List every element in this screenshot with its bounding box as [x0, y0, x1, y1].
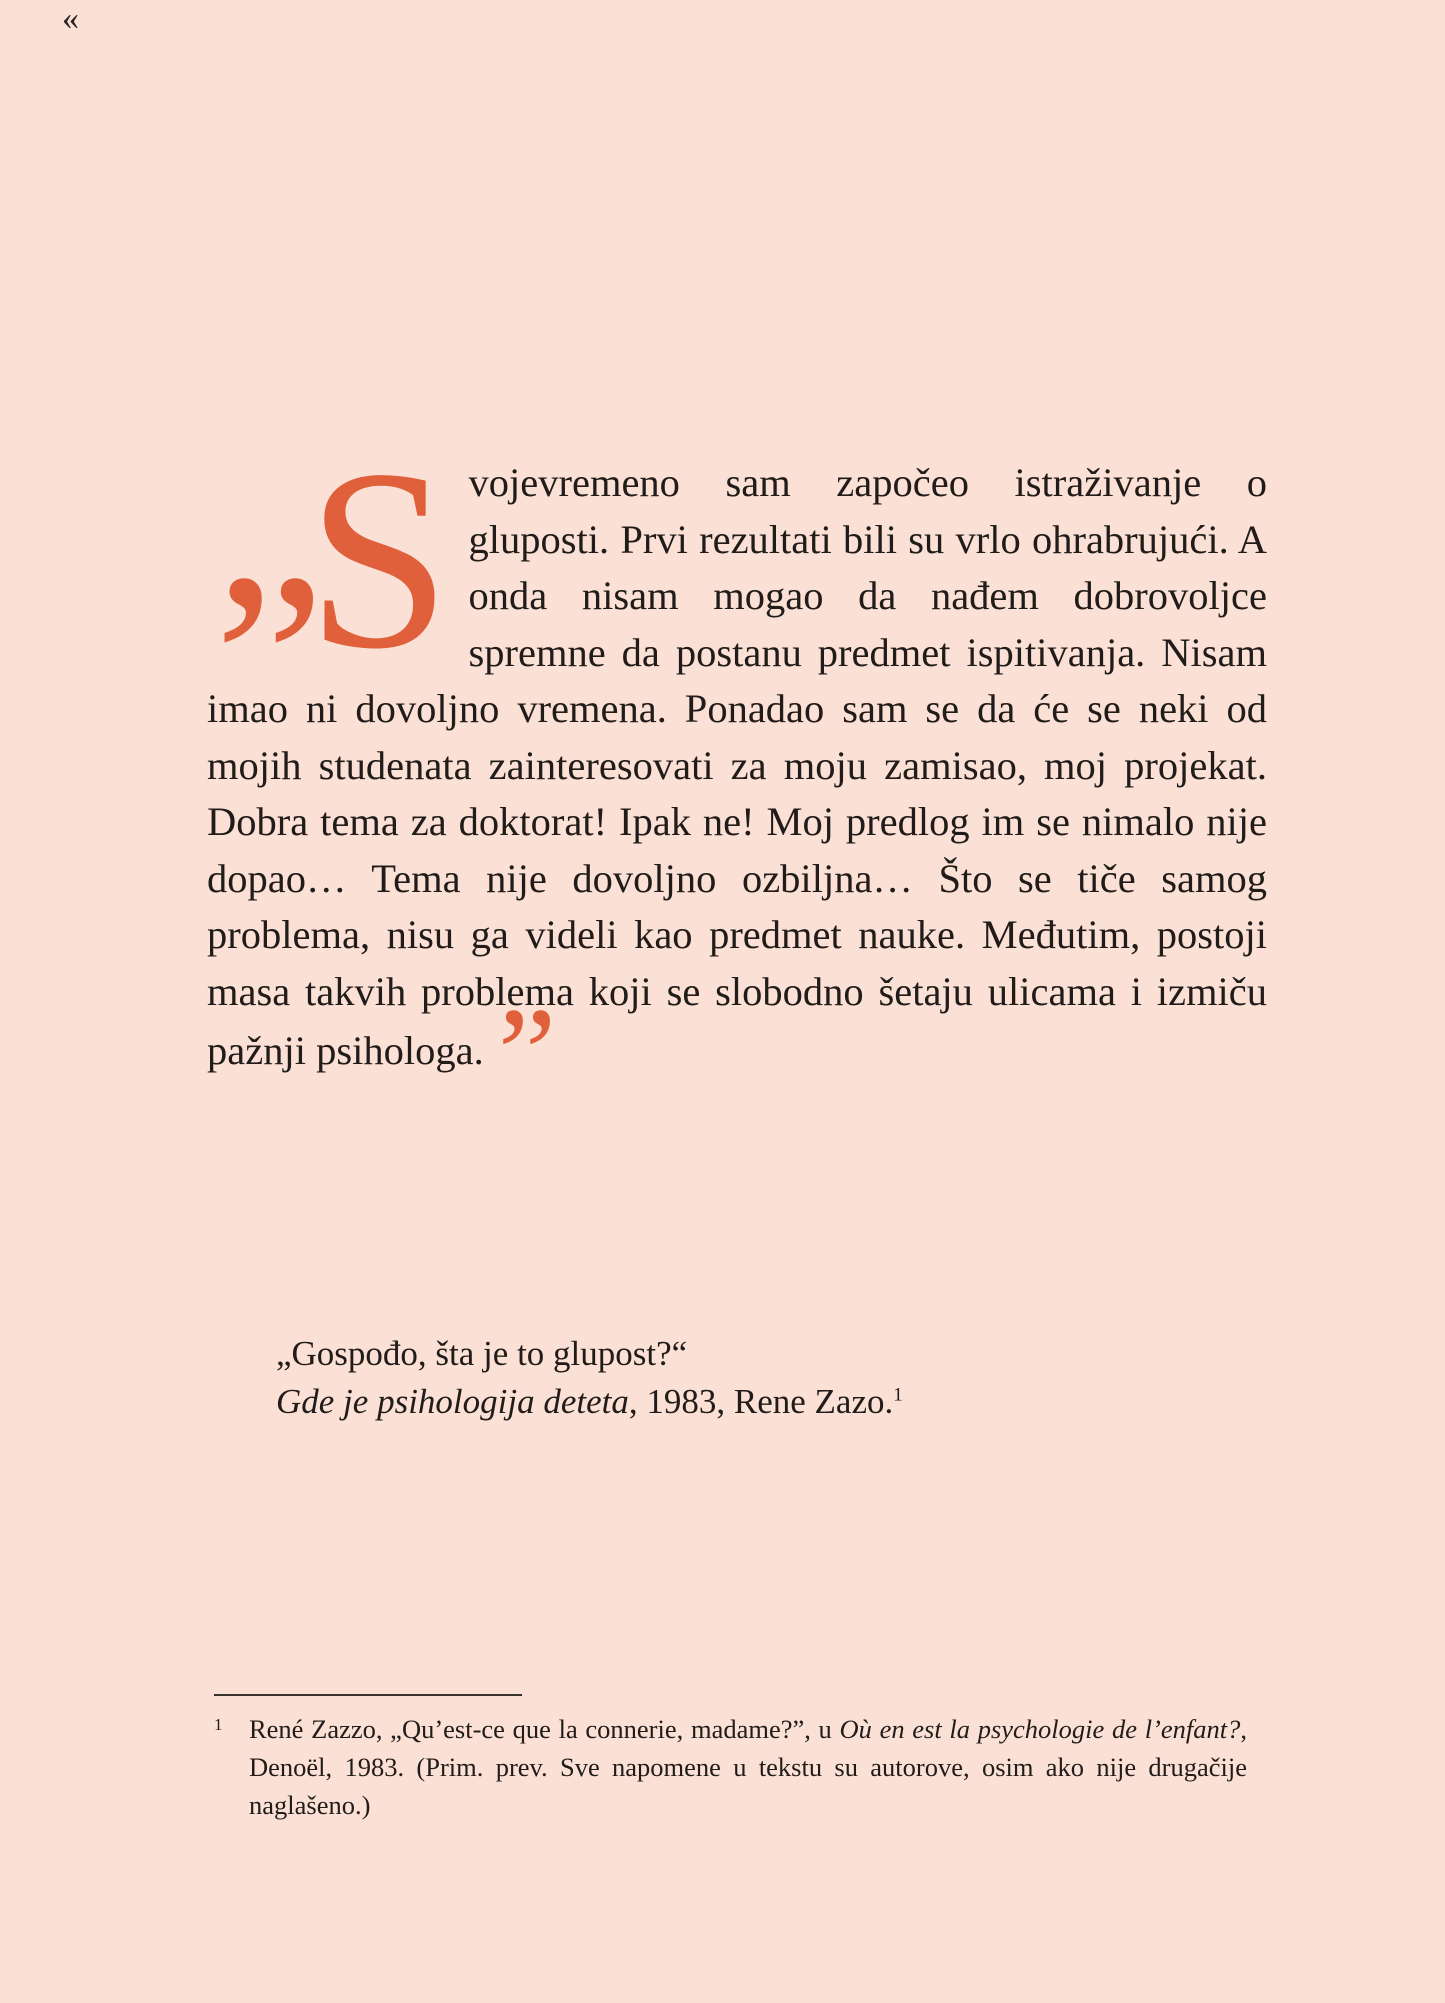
footnote-part-one: René Zazzo, „Qu’est-ce que la connerie, madame?”, u [249, 1714, 840, 1744]
quote-text: vojevremeno sam započeo istraživanje o gluposti. Prvi rezultati bili su vrlo ohrabrujući. A onda nisam mogao da nađem dobrovoljce spremne da postanu predmet ispitivanja. Nisam imao ni dovoljno vremena. Ponadao sam se da će se neki od mojih studenata zainteresovati za moju zamisao, moj projekat. Dobra tema za doktorat! Ipak ne! Moj predlog im se nimalo nije dopao… Tema nije dovoljno ozbiljna… Što se tiče samog problema, nisu ga videli kao predmet nauke. Međutim, postoji masa takvih problema koji se slobodno šetaju ulicama i izmiču pažnji psihologa. [207, 460, 1267, 1073]
footnote-reference-superscript[interactable]: 1 [893, 1384, 903, 1406]
attribution-line-source [276, 1378, 1236, 1426]
footnote-body [207, 1710, 1247, 1824]
pull-quote-block [207, 382, 1267, 1127]
footnote-divider [214, 1694, 522, 1696]
attribution-year-author: , 1983, Rene Zazo. [628, 1382, 894, 1421]
quote-attribution [276, 1330, 1236, 1426]
closing-quote-mark-icon: ” [497, 980, 553, 1127]
footnote-marker: 1 [214, 1715, 223, 1734]
footnote-part-two: , Denoël, 1983. (Prim. prev. Sve napomene u tekstu su autorove, osim ako nije drugačije naglašeno.) [249, 1714, 1247, 1820]
drop-cap-letter: S [307, 416, 451, 702]
attribution-line-question: „Gospođo, šta je to glupost?“ [276, 1334, 688, 1373]
footnote-italic-title: Où en est la psychologie de l’enfant? [839, 1714, 1241, 1744]
quote-body: „ S vojevremeno sam započeo istraživanje o gluposti. Prvi rezultati bili su vrlo ohrabrujući. A onda nisam mogao da nađem dobrovoljce spremne da postanu predmet ispitivanja. Nisam imao ni dovoljno vremena. Ponadao sam se da će se neki od mojih studenata zainteresovati za moju zamisao, moj projekat. Dobra tema za doktorat! Ipak ne! Moj predlog im se nimalo nije dopao… Tema nije dovoljno ozbiljna… Što se tiče samog problema, nisu ga videli kao predmet nauke. Međutim, postoji masa takvih problema koji se slobodno šetaju ulicama i izmiču pažnji psihologa. ” [207, 382, 1267, 1127]
attribution-book-title: Gde je psihologija deteta [276, 1382, 629, 1421]
corner-chevron-icon: « [62, 0, 78, 37]
footnote-section [207, 1694, 1247, 1824]
